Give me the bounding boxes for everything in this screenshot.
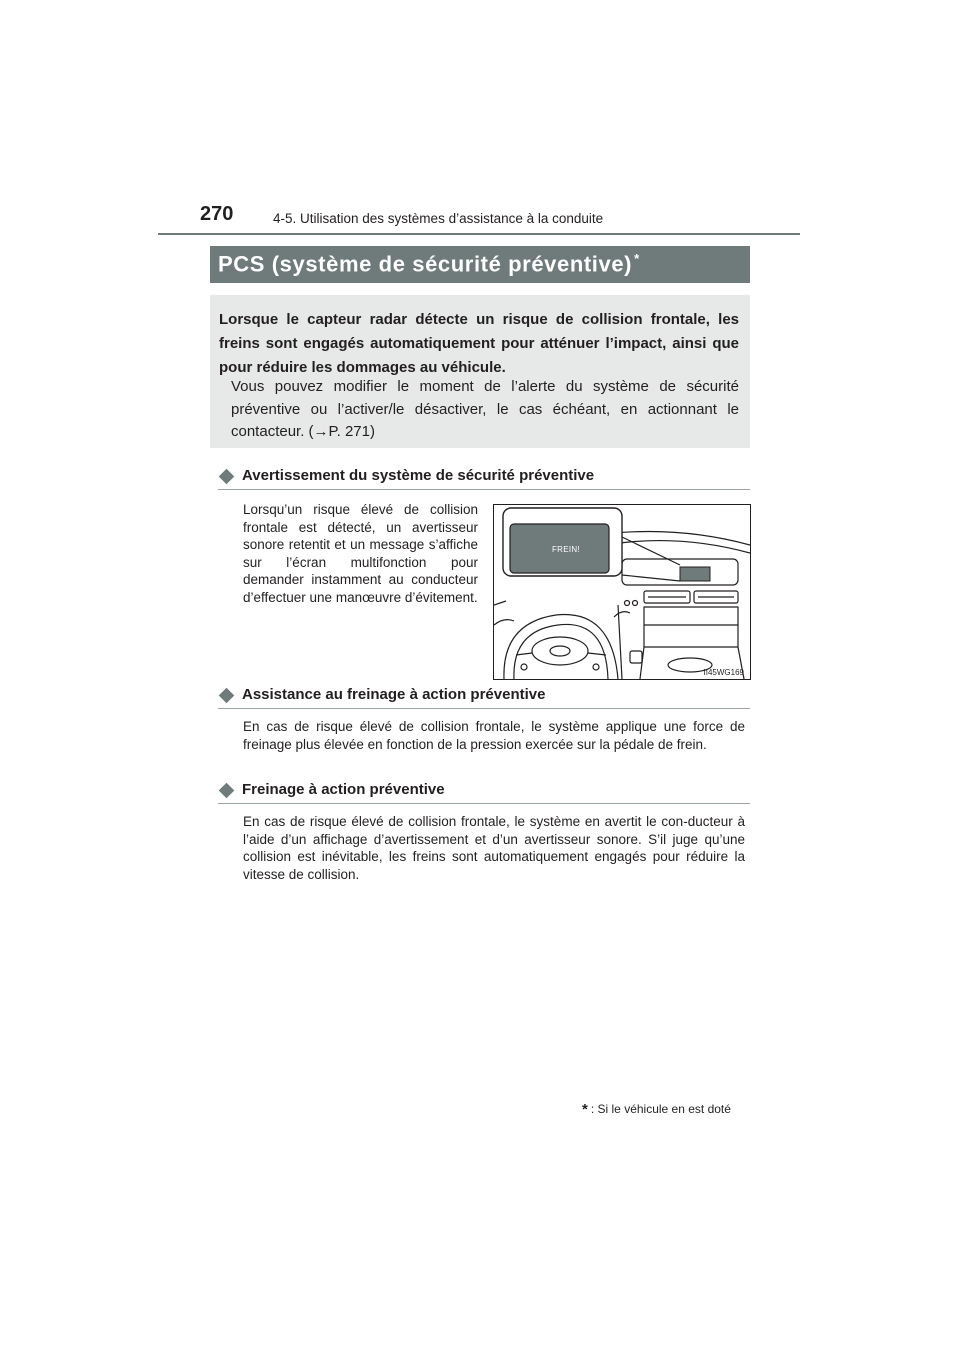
display-message: FREIN! — [552, 545, 581, 554]
dashboard-drawing — [494, 505, 750, 679]
dashboard-illustration — [493, 504, 751, 680]
section-heading-text: Avertissement du système de sécurité préventive — [242, 467, 595, 484]
section-title — [218, 251, 640, 277]
section-title-text: PCS (système de sécurité préventive) — [218, 251, 633, 277]
diamond-bullet-icon — [219, 688, 235, 704]
section-divider — [218, 803, 750, 804]
header-divider — [158, 233, 800, 235]
section-divider — [218, 708, 750, 709]
footnote — [582, 1101, 731, 1118]
title-asterisk: * — [634, 251, 640, 266]
asterisk-icon: * — [582, 1101, 588, 1118]
intro-box — [210, 295, 750, 448]
intro-note: Vous pouvez modifier le moment de l’alerte du système de sécurité préventive ou l’activer/le désactiver, le cas échéant, en actionnant le contacteur. (→P. 271) — [231, 378, 739, 440]
section-heading-text: Assistance au freinage à action préventive — [242, 686, 546, 703]
diamond-bullet-icon — [219, 469, 235, 485]
page-number: 270 — [200, 203, 234, 225]
chapter-title: 4-5. Utilisation des systèmes d’assistance à la conduite — [273, 211, 604, 226]
footnote-text: : Si le véhicule en est doté — [590, 1102, 731, 1116]
figure-label: II45WG169 — [703, 668, 744, 677]
diamond-bullet-icon — [219, 783, 235, 799]
section-body-warning: Lorsqu’un risque élevé de collision frontale est détecté, un avertisseur sonore retentit et un message s’affiche sur l’écran multifonction pour demander instamment au conducteur d’effectuer une manœuvre d’évitement. — [243, 502, 478, 605]
section-divider — [218, 489, 750, 490]
section-heading-text: Freinage à action préventive — [242, 781, 445, 798]
section-title-bar — [210, 246, 750, 283]
section-body-brake-assist: En cas de risque élevé de collision frontale, le système applique une force de freinage plus élevée en fonction de la pression exercée sur la pédale de frein. — [243, 719, 745, 752]
intro-summary: Lorsque le capteur radar détecte un risque de collision frontale, les freins sont engagés automatiquement pour atténuer l’impact, ainsi que pour réduire les dommages au véhicule. — [219, 311, 739, 376]
section-body-pre-braking: En cas de risque élevé de collision frontale, le système en avertit le con-ducteur à l’aide d’un affichage d’avertissement et d’un avertisseur sonore. S’il juge qu’une collision est inévitable, les freins sont automatiquement engagés pour réduire la vitesse de collision. — [243, 814, 745, 882]
